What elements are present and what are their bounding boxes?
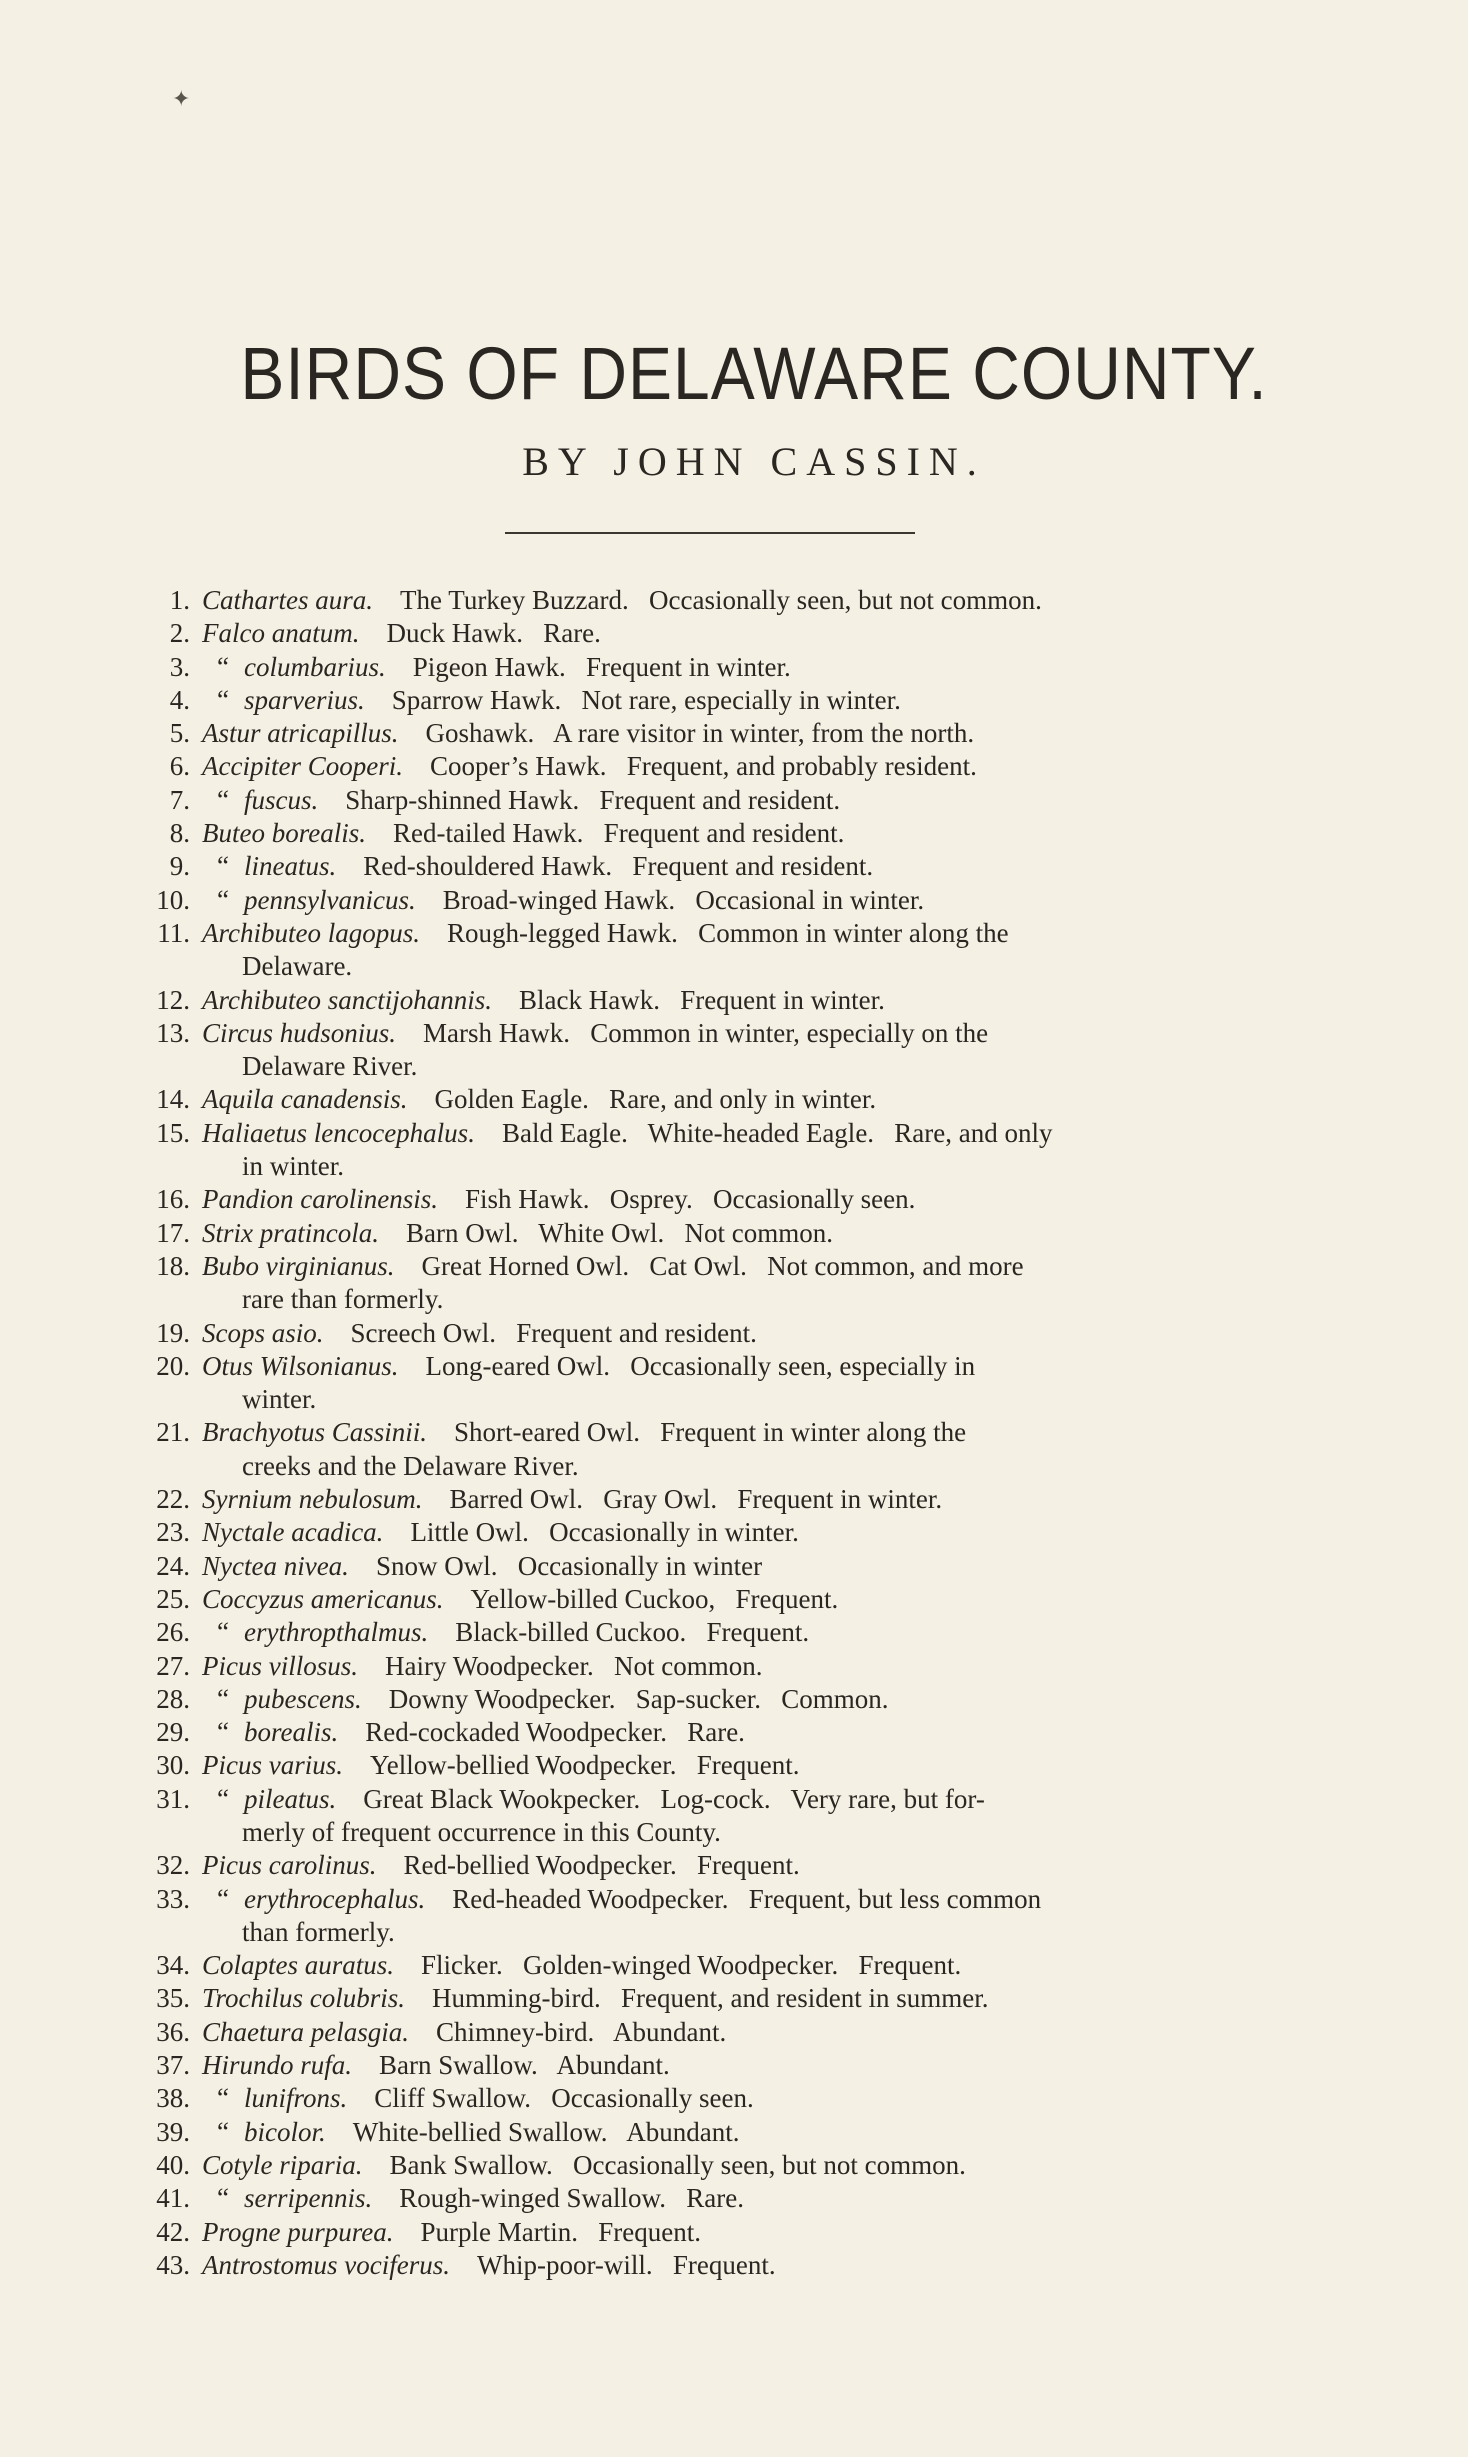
list-item (120, 884, 1295, 917)
entry-text (202, 1749, 1295, 1782)
entry-text (202, 1949, 1295, 1982)
scientific-name: Coccyzus americanus. (202, 1583, 444, 1614)
entry-text (202, 2216, 1295, 2249)
entry-text (202, 1250, 1295, 1317)
ditto-mark: “ (217, 851, 229, 882)
entry-continuation: merly of frequent occurrence in this County. (242, 1816, 721, 1847)
entry-text (202, 1217, 1295, 1250)
scientific-name: Strix pratincola. (202, 1217, 379, 1248)
entry-number: 27. (156, 1650, 190, 1681)
common-name-and-note: Broad-winged Hawk. Occasional in winter. (442, 884, 925, 915)
list-item (120, 2216, 1295, 2249)
ditto-mark: “ (217, 1617, 229, 1648)
entry-text (202, 1183, 1295, 1216)
scientific-name: Cotyle riparia. (202, 2149, 363, 2180)
scientific-name: Otus Wilsonianus. (202, 1350, 399, 1381)
list-item (120, 1550, 1295, 1583)
scientific-name: Colaptes auratus. (202, 1950, 395, 1981)
common-name-and-note: Flicker. Golden-winged Woodpecker. Frequent. (421, 1950, 962, 1981)
entry-continuation: creeks and the Delaware River. (242, 1450, 579, 1481)
entry-text (202, 1483, 1295, 1516)
list-item (120, 1317, 1295, 1350)
entry-text (202, 717, 1295, 750)
list-item (120, 2082, 1295, 2115)
common-name-and-note: Sparrow Hawk. Not rare, especially in winter. (391, 684, 901, 715)
list-item (120, 617, 1295, 650)
ditto-mark: “ (217, 784, 229, 815)
entry-number: 5. (169, 718, 190, 749)
list-item (120, 2049, 1295, 2082)
entry-number: 1. (169, 585, 190, 615)
common-name-and-note: Red-tailed Hawk. Frequent and resident. (392, 818, 845, 849)
common-name-and-note: Purple Martin. Frequent. (420, 2216, 701, 2247)
entry-number: 26. (156, 1617, 190, 1648)
entry-text (202, 1883, 1295, 1950)
scientific-name: Syrnium nebulosum. (202, 1484, 423, 1515)
common-name-and-note: Bank Swallow. Occasionally seen, but not common. (389, 2149, 966, 2180)
common-name-and-note: Hairy Woodpecker. Not common. (385, 1650, 763, 1681)
list-item (120, 984, 1295, 1017)
common-name-and-note: Duck Hawk. Rare. (386, 618, 601, 649)
list-item (120, 1883, 1295, 1950)
common-name-and-note: Red-bellied Woodpecker. Frequent. (403, 1850, 800, 1881)
entry-number: 39. (156, 2116, 190, 2147)
entry-continuation: rare than formerly. (242, 1284, 444, 1315)
entry-text (202, 617, 1295, 650)
common-name-and-note: Rough-legged Hawk. Common in winter along the (446, 917, 1009, 948)
entry-text (202, 1317, 1295, 1350)
entry-number: 16. (156, 1184, 190, 1215)
scientific-name: pileatus. (244, 1783, 337, 1814)
scientific-name: Picus varius. (202, 1750, 343, 1781)
list-item (120, 784, 1295, 817)
entry-number: 38. (156, 2083, 190, 2114)
scientific-name: Nyctea nivea. (202, 1550, 349, 1581)
list-item (120, 1350, 1295, 1417)
common-name-and-note: Pigeon Hawk. Frequent in winter. (412, 651, 791, 682)
common-name-and-note: Red-shouldered Hawk. Frequent and resident. (363, 851, 874, 882)
entry-number: 20. (156, 1350, 190, 1381)
common-name-and-note: White-bellied Swallow. Abundant. (352, 2116, 740, 2147)
entry-continuation: Delaware. (242, 951, 353, 982)
entry-text (202, 1716, 1295, 1749)
entry-text (202, 584, 1295, 617)
scientific-name: Cathartes aura. (202, 585, 374, 615)
common-name-and-note: Black Hawk. Frequent in winter. (518, 984, 885, 1015)
entry-text (202, 2049, 1295, 2082)
list-item (120, 584, 1295, 617)
entry-number: 18. (156, 1250, 190, 1281)
common-name-and-note: Golden Eagle. Rare, and only in winter. (434, 1084, 877, 1115)
entry-number: 29. (156, 1717, 190, 1748)
ditto-mark: “ (217, 2083, 229, 2114)
scientific-name: Progne purpurea. (202, 2216, 394, 2247)
entry-text (202, 817, 1295, 850)
scientific-name: bicolor. (244, 2116, 326, 2147)
entry-text (202, 884, 1295, 917)
list-item (120, 2116, 1295, 2149)
entry-text (202, 1583, 1295, 1616)
list-item (120, 717, 1295, 750)
scientific-name: Scops asio. (202, 1317, 324, 1348)
common-name-and-note: Short-eared Owl. Frequent in winter along the (454, 1417, 967, 1448)
entry-number: 11. (157, 917, 190, 948)
list-item (120, 1516, 1295, 1549)
entry-text (202, 1550, 1295, 1583)
entry-continuation: Delaware River. (242, 1051, 418, 1082)
scientific-name: Buteo borealis. (202, 818, 366, 849)
entry-text (202, 2182, 1295, 2215)
common-name-and-note: Barn Swallow. Abundant. (379, 2050, 670, 2081)
scientific-name: lunifrons. (244, 2083, 348, 2114)
entry-number: 33. (156, 1883, 190, 1914)
printer-mark-icon: ✦ (172, 86, 191, 111)
common-name-and-note: Little Owl. Occasionally in winter. (410, 1517, 799, 1548)
entry-text (202, 2249, 1295, 2282)
entry-text (202, 1416, 1295, 1483)
entry-text (202, 917, 1295, 984)
bird-list (120, 584, 1295, 2282)
scientific-name: borealis. (244, 1717, 339, 1748)
common-name-and-note: Whip-poor-will. Frequent. (476, 2249, 776, 2280)
list-item (120, 1416, 1295, 1483)
scientific-name: sparverius. (244, 684, 365, 715)
list-item (120, 1849, 1295, 1882)
scientific-name: serripennis. (244, 2183, 373, 2214)
entry-text (202, 2116, 1295, 2149)
scientific-name: Pandion carolinensis. (202, 1184, 438, 1215)
list-item (120, 1250, 1295, 1317)
title-divider (505, 532, 915, 534)
ditto-mark: “ (217, 884, 229, 915)
scientific-name: Antrostomus vociferus. (202, 2249, 450, 2280)
entry-text (202, 2016, 1295, 2049)
list-item (120, 1217, 1295, 1250)
scientific-name: Picus villosus. (202, 1650, 358, 1681)
common-name-and-note: Yellow-billed Cuckoo, Frequent. (470, 1583, 839, 1614)
ditto-mark: “ (217, 1883, 229, 1914)
entry-number: 6. (169, 751, 190, 782)
entry-number: 43. (156, 2249, 190, 2280)
page-title: BIRDS OF DELAWARE COUNTY. (240, 331, 1268, 415)
entry-number: 2. (169, 618, 190, 649)
common-name-and-note: Chimney-bird. Abundant. (436, 2016, 727, 2047)
scientific-name: Hirundo rufa. (202, 2050, 353, 2081)
common-name-and-note: Cliff Swallow. Occasionally seen. (374, 2083, 754, 2114)
list-item (120, 1183, 1295, 1216)
entry-text (202, 684, 1295, 717)
entry-number: 37. (156, 2050, 190, 2081)
entry-number: 40. (156, 2149, 190, 2180)
common-name-and-note: Yellow-bellied Woodpecker. Frequent. (370, 1750, 800, 1781)
entry-text (202, 1616, 1295, 1649)
entry-text (202, 1516, 1295, 1549)
ditto-mark: “ (217, 684, 229, 715)
scientific-name: Trochilus colubris. (202, 1983, 406, 2014)
common-name-and-note: Sharp-shinned Hawk. Frequent and resident. (345, 784, 841, 815)
common-name-and-note: Great Black Wookpecker. Log-cock. Very rare, but for- (363, 1783, 985, 1814)
common-name-and-note: Marsh Hawk. Common in winter, especially on the (423, 1017, 989, 1048)
common-name-and-note: Barred Owl. Gray Owl. Frequent in winter. (449, 1484, 943, 1515)
ditto-mark: “ (217, 2116, 229, 2147)
entry-number: 42. (156, 2216, 190, 2247)
entry-text (202, 1083, 1295, 1116)
scientific-name: erythrocephalus. (244, 1883, 426, 1914)
entry-number: 8. (169, 818, 190, 849)
list-item (120, 1749, 1295, 1782)
entry-number: 10. (156, 884, 190, 915)
entry-number: 24. (156, 1550, 190, 1581)
list-item (120, 1483, 1295, 1516)
entry-text (202, 2082, 1295, 2115)
entry-text (202, 850, 1295, 883)
list-item (120, 1583, 1295, 1616)
scientific-name: lineatus. (244, 851, 337, 882)
ditto-mark: “ (217, 651, 229, 682)
list-item (120, 1716, 1295, 1749)
scientific-name: Brachyotus Cassinii. (202, 1417, 428, 1448)
scientific-name: Nyctale acadica. (202, 1517, 384, 1548)
scientific-name: Astur atricapillus. (202, 718, 399, 749)
entry-number: 21. (156, 1417, 190, 1448)
list-item (120, 1616, 1295, 1649)
entry-text (202, 1017, 1295, 1084)
list-item (120, 1783, 1295, 1850)
common-name-and-note: Cooper’s Hawk. Frequent, and probably resident. (429, 751, 977, 782)
list-item (120, 1949, 1295, 1982)
list-item (120, 2149, 1295, 2182)
entry-number: 7. (169, 784, 190, 815)
entry-number: 32. (156, 1850, 190, 1881)
common-name-and-note: Great Horned Owl. Cat Owl. Not common, and more (421, 1250, 1024, 1281)
common-name-and-note: Downy Woodpecker. Sap-sucker. Common. (388, 1683, 889, 1714)
scientific-name: erythropthalmus. (244, 1617, 429, 1648)
common-name-and-note: Red-headed Woodpecker. Frequent, but less common (452, 1883, 1042, 1914)
common-name-and-note: Snow Owl. Occasionally in winter (375, 1550, 763, 1581)
entry-text (202, 1982, 1295, 2015)
entry-number: 15. (156, 1117, 190, 1148)
list-item (120, 2249, 1295, 2282)
entry-text (202, 1783, 1295, 1850)
list-item (120, 1650, 1295, 1683)
entry-number: 22. (156, 1484, 190, 1515)
scientific-name: Aquila canadensis. (202, 1084, 408, 1115)
list-item (120, 2016, 1295, 2049)
common-name-and-note: The Turkey Buzzard. Occasionally seen, but not common. (400, 585, 1042, 615)
list-item (120, 750, 1295, 783)
entry-text (202, 651, 1295, 684)
entry-text (202, 1117, 1295, 1184)
list-item (120, 651, 1295, 684)
entry-number: 28. (156, 1683, 190, 1714)
scientific-name: pennsylvanicus. (244, 884, 416, 915)
scientific-name: Circus hudsonius. (202, 1017, 397, 1048)
scientific-name: columbarius. (244, 651, 386, 682)
ditto-mark: “ (217, 1683, 229, 1714)
entry-number: 12. (156, 984, 190, 1015)
entry-number: 30. (156, 1750, 190, 1781)
entry-text (202, 2149, 1295, 2182)
list-item (120, 684, 1295, 717)
list-item (120, 850, 1295, 883)
entry-text (202, 784, 1295, 817)
entry-continuation: than formerly. (242, 1916, 395, 1947)
common-name-and-note: Long-eared Owl. Occasionally seen, especially in (425, 1350, 976, 1381)
scientific-name: Falco anatum. (202, 618, 360, 649)
entry-number: 19. (156, 1317, 190, 1348)
common-name-and-note: Goshawk. A rare visitor in winter, from the north. (425, 718, 975, 749)
scientific-name: Accipiter Cooperi. (202, 751, 403, 782)
scientific-name: Bubo virginianus. (202, 1250, 395, 1281)
list-item (120, 917, 1295, 984)
list-item (120, 1683, 1295, 1716)
common-name-and-note: Screech Owl. Frequent and resident. (350, 1317, 757, 1348)
entry-number: 36. (156, 2016, 190, 2047)
list-item (120, 1083, 1295, 1116)
entry-text (202, 1650, 1295, 1683)
list-item (120, 1982, 1295, 2015)
entry-text (202, 1849, 1295, 1882)
scientific-name: Haliaetus lencocephalus. (202, 1117, 475, 1148)
scientific-name: Chaetura pelasgia. (202, 2016, 409, 2047)
entry-number: 35. (156, 1983, 190, 2014)
scientific-name: fuscus. (244, 784, 319, 815)
common-name-and-note: Fish Hawk. Osprey. Occasionally seen. (465, 1184, 916, 1215)
common-name-and-note: Humming-bird. Frequent, and resident in summer. (432, 1983, 989, 2014)
common-name-and-note: Red-cockaded Woodpecker. Rare. (365, 1717, 745, 1748)
entry-number: 4. (169, 684, 190, 715)
entry-continuation: in winter. (242, 1151, 344, 1182)
entry-number: 23. (156, 1517, 190, 1548)
list-item (120, 1017, 1295, 1084)
common-name-and-note: Barn Owl. White Owl. Not common. (406, 1217, 833, 1248)
entry-number: 17. (156, 1217, 190, 1248)
ditto-mark: “ (217, 1717, 229, 1748)
scientific-name: Picus carolinus. (202, 1850, 377, 1881)
list-item (120, 2182, 1295, 2215)
entry-continuation: winter. (242, 1384, 317, 1415)
list-item (120, 817, 1295, 850)
entry-number: 9. (169, 851, 190, 882)
entry-number: 25. (156, 1583, 190, 1614)
entry-text (202, 1683, 1295, 1716)
entry-number: 31. (156, 1783, 190, 1814)
ditto-mark: “ (217, 1783, 229, 1814)
common-name-and-note: Bald Eagle. White-headed Eagle. Rare, and only (501, 1117, 1053, 1148)
entry-text (202, 750, 1295, 783)
entry-text (202, 984, 1295, 1017)
ditto-mark: “ (217, 2183, 229, 2214)
list-item (120, 1117, 1295, 1184)
scientific-name: Archibuteo lagopus. (202, 917, 420, 948)
entry-number: 34. (156, 1950, 190, 1981)
scientific-name: Archibuteo sanctijohannis. (202, 984, 492, 1015)
entry-number: 3. (169, 651, 190, 682)
entry-number: 13. (156, 1017, 190, 1048)
entry-text (202, 1350, 1295, 1417)
author-byline: BY JOHN CASSIN. (522, 439, 986, 484)
entry-number: 41. (156, 2183, 190, 2214)
entry-number: 14. (156, 1084, 190, 1115)
common-name-and-note: Black-billed Cuckoo. Frequent. (455, 1617, 810, 1648)
common-name-and-note: Rough-winged Swallow. Rare. (399, 2183, 744, 2214)
scientific-name: pubescens. (244, 1683, 362, 1714)
